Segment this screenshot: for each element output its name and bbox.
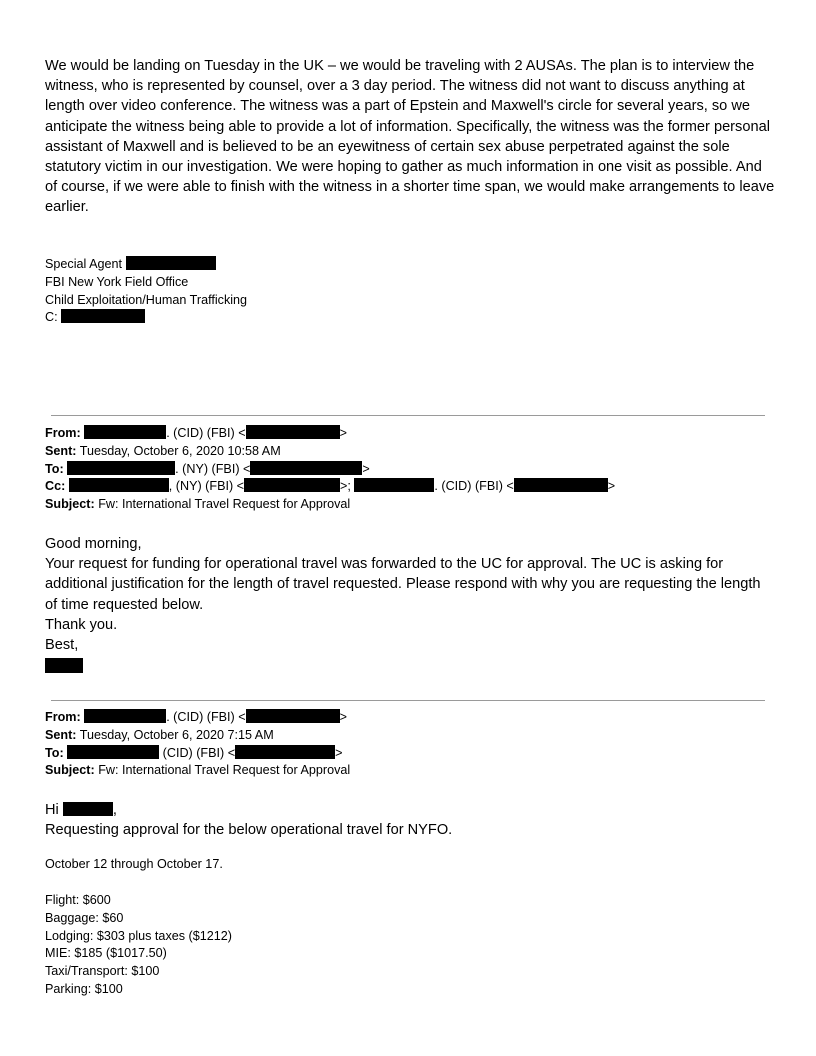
angle-close: >	[339, 710, 347, 724]
email1-from-line	[45, 425, 615, 443]
sent-value: Tuesday, October 6, 2020 7:15 AM	[79, 727, 274, 742]
email2-header	[45, 709, 350, 780]
cc-suffix: , (NY) (FBI) <	[168, 479, 245, 494]
intro-text: We would be landing on Tuesday in the UK – we would be traveling with 2 AUSAs. The plan is to interview the witness, who is represented by counsel, over a 3 day period. The witness did not want to discuss anything at length over video conference. The witness was a part of Epstein and Maxwell's circle for several years, so we anticipate the witness being able to provide a lot of information. Specifically, the witness was the former personal assistant of Maxwell and is believed to be an eyewitness of certain sex abuse perpetrated against the sole statutory victim in our investigation. We were hoping to gather as much information in one visit as possible. And of course, if we were able to finish with the witness in a shorter time span, we would make arrangements to leave earlier.	[45, 58, 775, 216]
signature-unit: Child Exploitation/Human Trafficking	[45, 292, 248, 307]
angle-close: >	[335, 745, 343, 760]
intro-paragraph	[45, 56, 775, 218]
from-label: From:	[45, 710, 81, 724]
angle-close: >	[607, 479, 616, 494]
sent-label: Sent:	[45, 727, 77, 742]
redaction-box	[69, 478, 169, 492]
angle-close: >	[339, 426, 347, 440]
email1-thanks: Thank you.	[45, 616, 118, 633]
signature-office: FBI New York Field Office	[45, 274, 189, 289]
redaction-box	[514, 478, 608, 492]
signature-title-line	[45, 256, 247, 274]
subject-label: Subject:	[45, 763, 95, 778]
redaction-box	[84, 425, 166, 439]
cost-item: MIE: $185 ($1017.50)	[45, 946, 167, 961]
redaction-box	[244, 478, 340, 492]
to-suffix: (CID) (FBI) <	[159, 745, 236, 760]
to-label: To:	[45, 461, 64, 476]
from-suffix: . (CID) (FBI) <	[166, 426, 246, 440]
email1-cc-line	[45, 478, 615, 496]
to-label: To:	[45, 745, 64, 760]
email1-sent-line	[45, 443, 615, 461]
email-divider	[51, 415, 765, 416]
email-divider	[51, 700, 765, 701]
redaction-box	[250, 461, 362, 475]
redaction-box	[246, 425, 340, 439]
cost-list	[45, 892, 232, 999]
redaction-box	[45, 658, 83, 673]
cc-separator: >;	[340, 479, 351, 494]
subject-label: Subject:	[45, 497, 95, 512]
subject-value: Fw: International Travel Request for Approval	[98, 763, 351, 778]
cost-item: Taxi/Transport: $100	[45, 964, 160, 979]
redaction-box	[246, 709, 340, 723]
redaction-box	[126, 256, 216, 270]
from-suffix: . (CID) (FBI) <	[166, 710, 246, 724]
greeting-suffix: ,	[112, 802, 117, 818]
redaction-box	[61, 309, 145, 323]
signature-cell-label: C:	[45, 310, 58, 325]
email1-body	[45, 534, 775, 675]
email2-from-line	[45, 709, 350, 727]
email2-subject-line	[45, 762, 350, 780]
signature-title: Special Agent	[45, 257, 123, 271]
sent-label: Sent:	[45, 443, 77, 458]
travel-dates-text: October 12 through October 17.	[45, 857, 223, 871]
email2-sent-line	[45, 727, 350, 745]
email1-closing: Best,	[45, 637, 79, 654]
sent-value: Tuesday, October 6, 2020 10:58 AM	[79, 443, 281, 458]
cost-item: Lodging: $303 plus taxes ($1212)	[45, 928, 232, 943]
email2-body-text: Requesting approval for the below operational travel for NYFO.	[45, 822, 453, 839]
from-label: From:	[45, 426, 81, 440]
email1-body-text: Your request for funding for operational travel was forwarded to the UC for approval. The UC is asking for additional justification for the length of travel requested. Please respond with why you are requesting the length of time requested below.	[45, 556, 761, 613]
redaction-box	[354, 478, 434, 492]
email2-body	[45, 800, 775, 840]
travel-dates	[45, 856, 223, 874]
to-suffix: . (NY) (FBI) <	[175, 461, 251, 476]
redaction-box	[67, 745, 159, 759]
subject-value: Fw: International Travel Request for Approval	[98, 497, 351, 512]
email1-sender-name	[45, 657, 775, 675]
cost-item: Baggage: $60	[45, 910, 124, 925]
email1-greeting: Good morning,	[45, 536, 142, 552]
email2-to-line	[45, 745, 350, 763]
email2-greeting	[45, 800, 775, 820]
angle-close: >	[362, 461, 370, 476]
redaction-box	[235, 745, 335, 759]
cc-label: Cc:	[45, 479, 66, 494]
cc-suffix: . (CID) (FBI) <	[434, 479, 514, 494]
email1-subject-line	[45, 496, 615, 514]
cost-item: Parking: $100	[45, 981, 123, 996]
email1-header	[45, 425, 615, 514]
cost-item: Flight: $600	[45, 893, 111, 907]
signature-block	[45, 256, 247, 327]
greeting-prefix: Hi	[45, 802, 59, 818]
redaction-box	[63, 802, 113, 816]
email1-to-line	[45, 461, 615, 479]
redaction-box	[84, 709, 166, 723]
signature-cell-line	[45, 309, 247, 327]
redaction-box	[67, 461, 175, 475]
